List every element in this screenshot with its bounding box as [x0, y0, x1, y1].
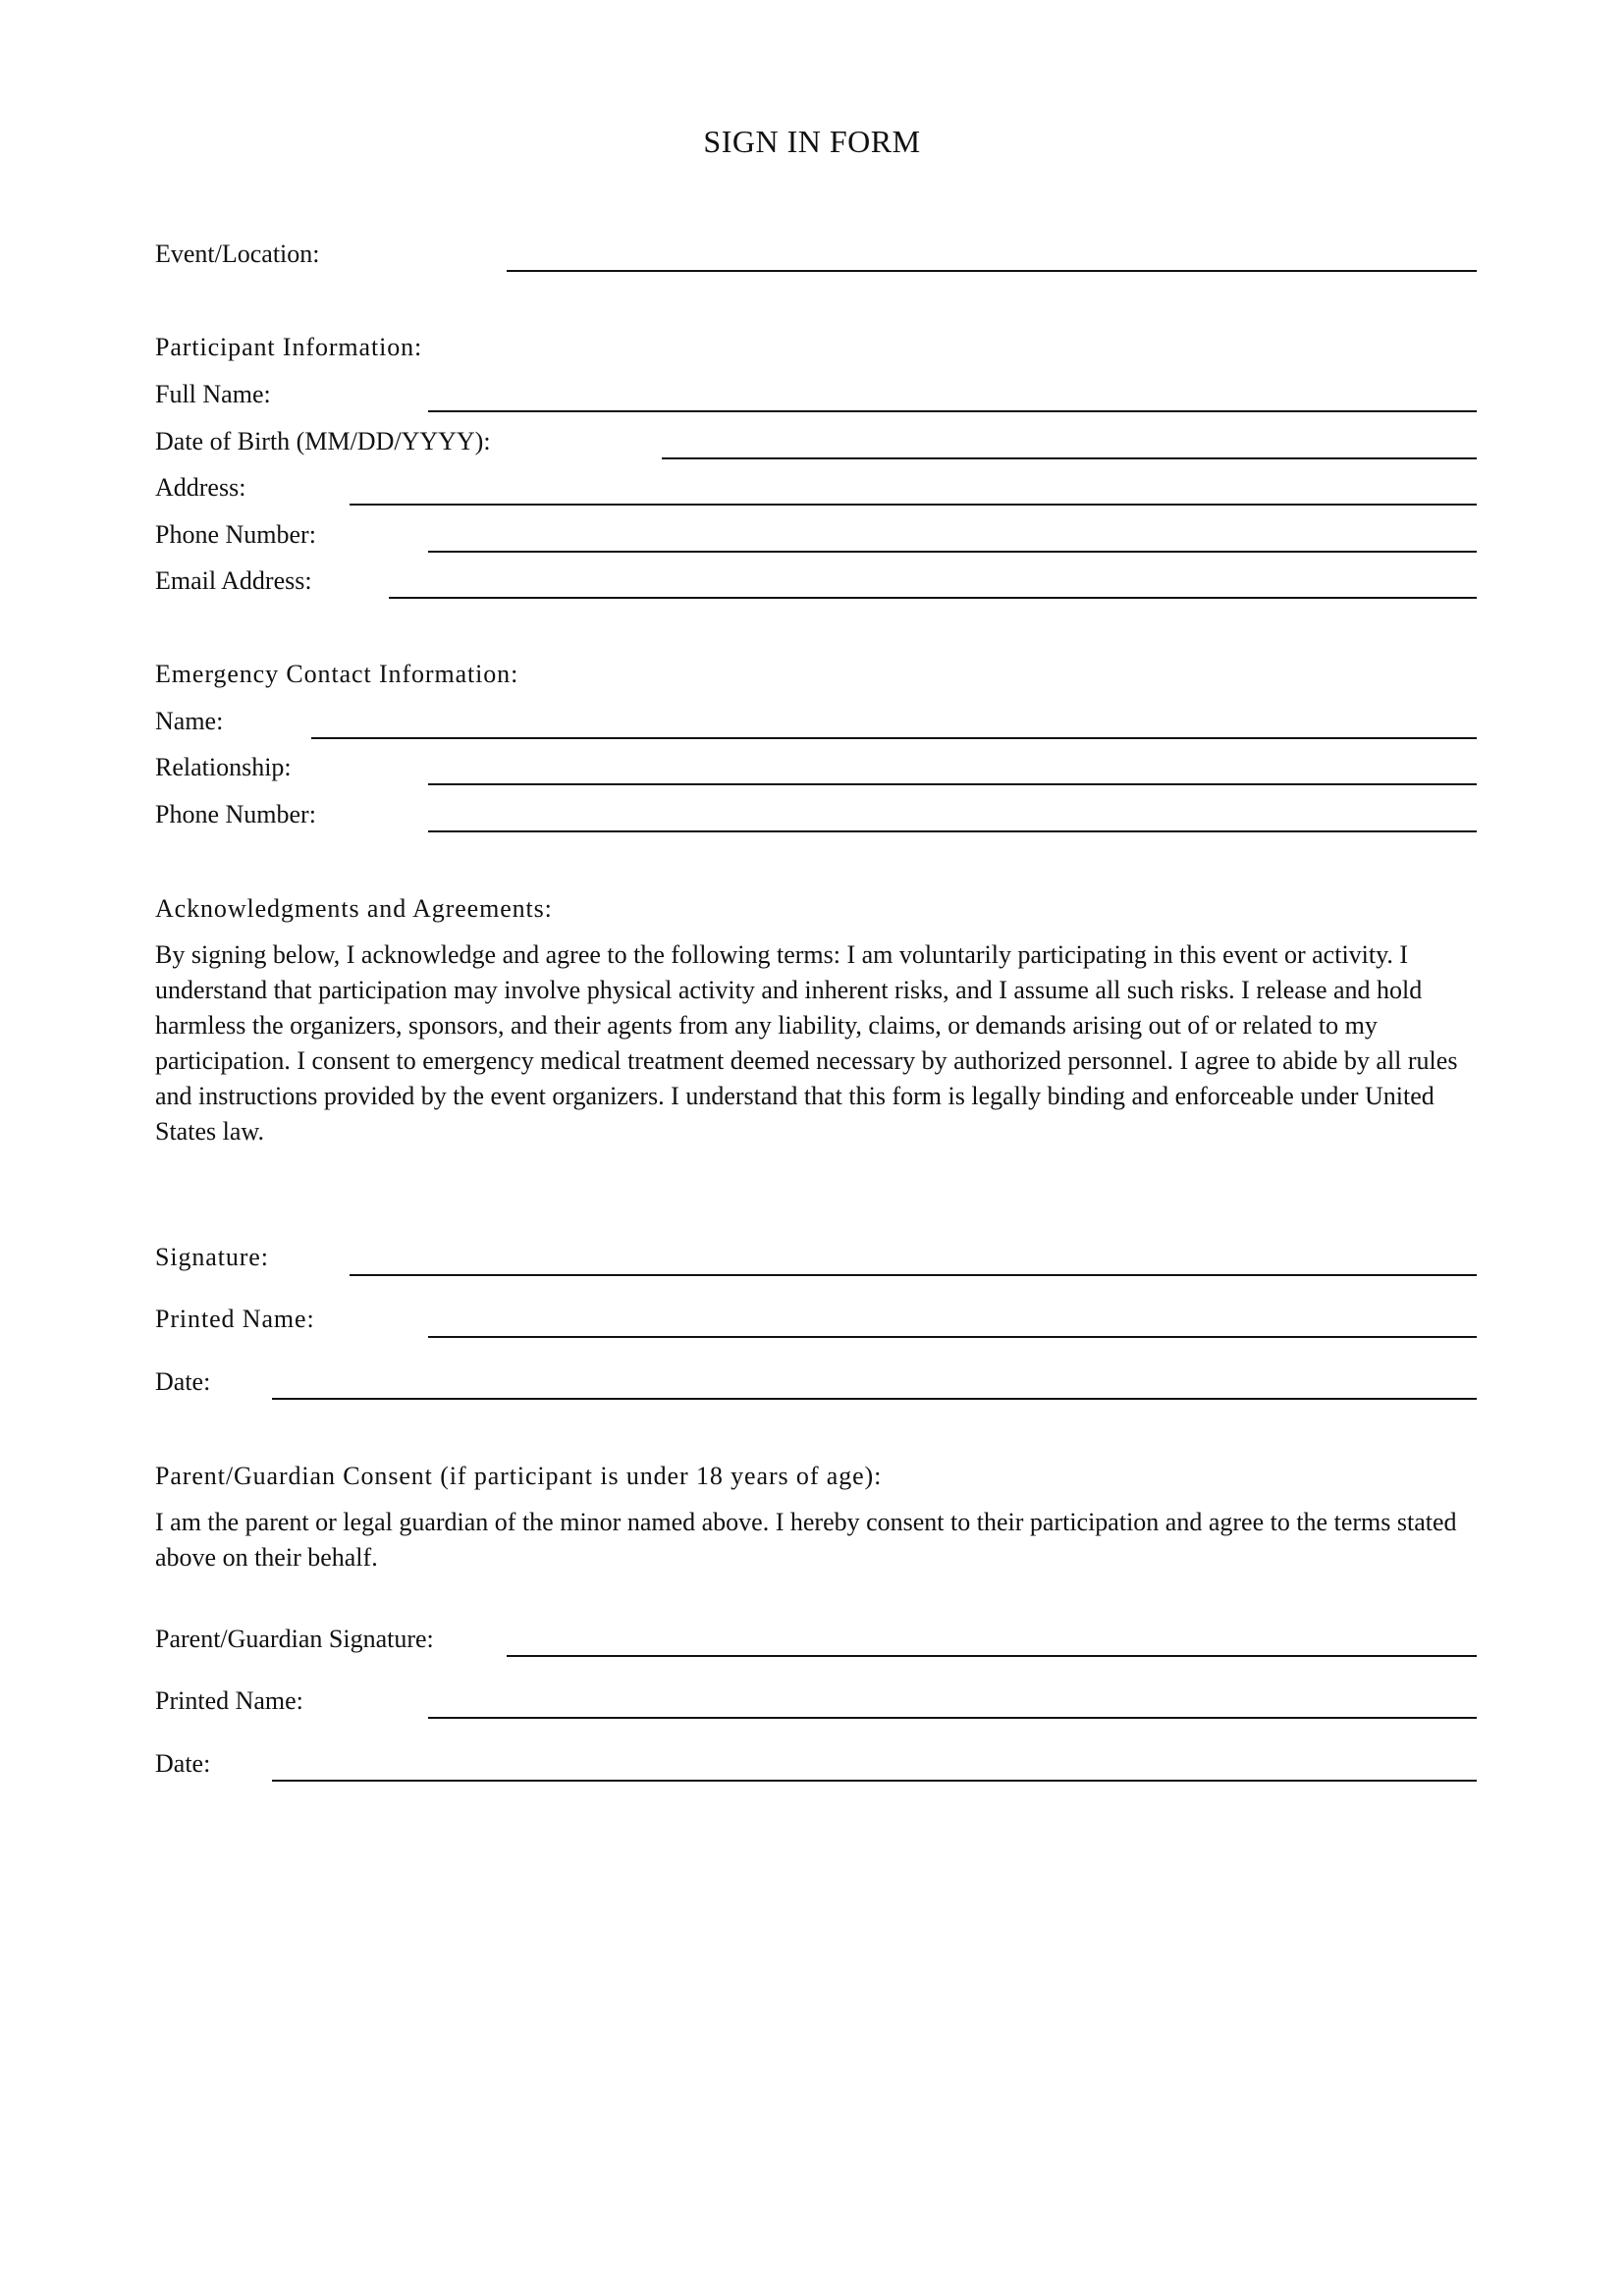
email-address-field[interactable] — [389, 597, 1477, 599]
email-address-label: Email Address: — [155, 566, 312, 595]
full-name-field[interactable] — [428, 410, 1477, 412]
printed-name-field[interactable] — [428, 1336, 1477, 1338]
guardian-consent-heading: Parent/Guardian Consent (if participant is under 18 years of age): — [155, 1462, 883, 1490]
signature-label: Signature: — [155, 1243, 269, 1271]
emergency-contact-heading: Emergency Contact Information: — [155, 660, 519, 688]
dob-label: Date of Birth (MM/DD/YYYY): — [155, 427, 491, 455]
address-label: Address: — [155, 473, 246, 502]
form-title: SIGN IN FORM — [703, 124, 921, 159]
dob-field[interactable] — [662, 457, 1477, 459]
guardian-printed-name-label: Printed Name: — [155, 1686, 303, 1715]
guardian-signature-field[interactable] — [507, 1655, 1477, 1657]
date-label: Date: — [155, 1367, 211, 1396]
guardian-date-field[interactable] — [272, 1780, 1477, 1782]
emergency-phone-label: Phone Number: — [155, 800, 316, 828]
address-field[interactable] — [350, 504, 1477, 506]
guardian-printed-name-field[interactable] — [428, 1717, 1477, 1719]
emergency-name-label: Name: — [155, 707, 224, 735]
emergency-phone-field[interactable] — [428, 830, 1477, 832]
guardian-consent-text: I am the parent or legal guardian of the minor named above. I hereby consent to their participation and agree to the terms stated above on their behalf. — [155, 1508, 1457, 1572]
relationship-field[interactable] — [428, 783, 1477, 785]
guardian-signature-label: Parent/Guardian Signature: — [155, 1625, 434, 1653]
phone-number-field[interactable] — [428, 551, 1477, 553]
date-field[interactable] — [272, 1398, 1477, 1400]
emergency-name-field[interactable] — [311, 737, 1477, 739]
participant-info-heading: Participant Information: — [155, 333, 423, 361]
acknowledgments-text: By signing below, I acknowledge and agree to the following terms: I am voluntarily participating in this event or activity. I understand that participation may involve physical activity and inherent risks, and I assume all such risks. I release and hold harmless the organizers, sponsors, and their agents from any liability, claims, or demands arising out of or related to my participation. I consent to emergency medical treatment deemed necessary by authorized personnel. I agree to abide by all rules and instructions provided by the event organizers. I understand that this form is legally binding and enforceable under United States law. — [155, 940, 1458, 1146]
relationship-label: Relationship: — [155, 753, 292, 781]
phone-number-label: Phone Number: — [155, 520, 316, 549]
signature-field[interactable] — [350, 1274, 1477, 1276]
acknowledgments-heading: Acknowledgments and Agreements: — [155, 894, 553, 923]
event-location-field[interactable] — [507, 270, 1477, 272]
printed-name-label: Printed Name: — [155, 1305, 315, 1333]
full-name-label: Full Name: — [155, 380, 271, 408]
guardian-date-label: Date: — [155, 1749, 211, 1778]
event-location-label: Event/Location: — [155, 240, 320, 268]
